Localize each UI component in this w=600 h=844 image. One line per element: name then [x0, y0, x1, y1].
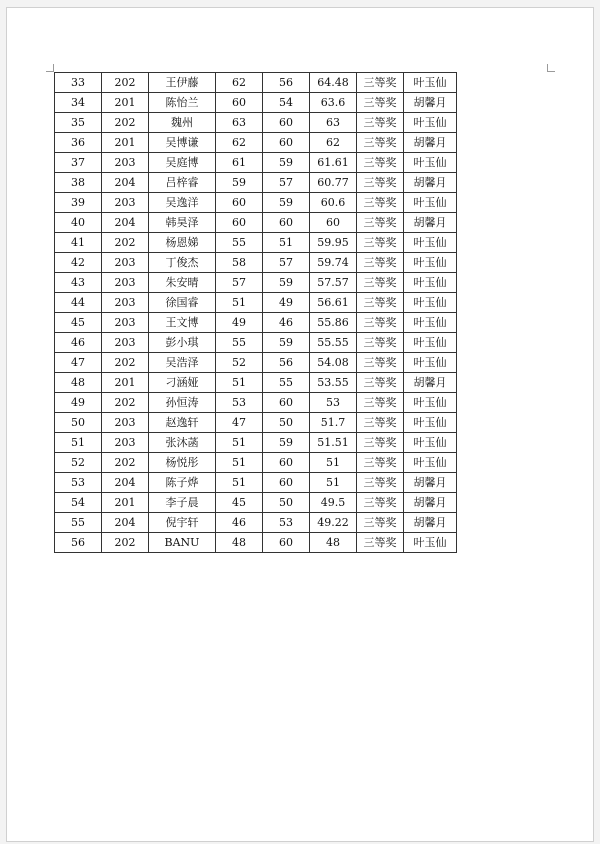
cell-score-1: 59: [216, 173, 263, 193]
cell-class: 202: [102, 393, 149, 413]
cell-number: 35: [55, 113, 102, 133]
cell-name: 吕梓睿: [149, 173, 216, 193]
cell-class: 204: [102, 473, 149, 493]
cell-award: 三等奖: [357, 273, 404, 293]
cell-total: 49.5: [310, 493, 357, 513]
table-row: [55, 213, 457, 233]
cell-class: 201: [102, 373, 149, 393]
cell-class: 203: [102, 313, 149, 333]
cell-teacher: 叶玉仙: [404, 333, 457, 353]
cell-score-1: 49: [216, 313, 263, 333]
cell-number: 44: [55, 293, 102, 313]
cell-score-2: 59: [263, 433, 310, 453]
table-row: [55, 233, 457, 253]
cell-score-1: 60: [216, 213, 263, 233]
cell-class: 203: [102, 413, 149, 433]
cell-total: 61.61: [310, 153, 357, 173]
cell-class: 204: [102, 513, 149, 533]
cell-total: 53: [310, 393, 357, 413]
cell-award: 三等奖: [357, 393, 404, 413]
cell-score-1: 53: [216, 393, 263, 413]
cell-class: 203: [102, 293, 149, 313]
cell-score-1: 63: [216, 113, 263, 133]
cell-score-1: 51: [216, 433, 263, 453]
cell-name: 陈怡兰: [149, 93, 216, 113]
cell-score-2: 60: [263, 213, 310, 233]
cell-name: 张沐菡: [149, 433, 216, 453]
cell-total: 51.7: [310, 413, 357, 433]
cell-total: 64.48: [310, 73, 357, 93]
cell-number: 40: [55, 213, 102, 233]
cell-total: 55.55: [310, 333, 357, 353]
cell-name: 吴浩泽: [149, 353, 216, 373]
cell-score-1: 60: [216, 193, 263, 213]
cell-score-1: 45: [216, 493, 263, 513]
table-row: [55, 133, 457, 153]
cell-teacher: 叶玉仙: [404, 253, 457, 273]
table-row: [55, 193, 457, 213]
cell-number: 50: [55, 413, 102, 433]
cell-award: 三等奖: [357, 333, 404, 353]
cell-number: 38: [55, 173, 102, 193]
cell-class: 202: [102, 233, 149, 253]
cell-total: 51.51: [310, 433, 357, 453]
crop-mark-top-left: [46, 64, 54, 72]
cell-name: 陈子烨: [149, 473, 216, 493]
cell-score-2: 55: [263, 373, 310, 393]
cell-award: 三等奖: [357, 373, 404, 393]
cell-score-2: 59: [263, 273, 310, 293]
results-table: [54, 72, 457, 553]
cell-total: 63: [310, 113, 357, 133]
cell-score-1: 46: [216, 513, 263, 533]
cell-total: 53.55: [310, 373, 357, 393]
cell-score-2: 50: [263, 493, 310, 513]
cell-score-2: 60: [263, 453, 310, 473]
cell-teacher: 胡馨月: [404, 373, 457, 393]
cell-teacher: 胡馨月: [404, 93, 457, 113]
cell-teacher: 叶玉仙: [404, 313, 457, 333]
cell-name: 吴博谦: [149, 133, 216, 153]
cell-teacher: 胡馨月: [404, 133, 457, 153]
table-row: [55, 73, 457, 93]
cell-award: 三等奖: [357, 113, 404, 133]
cell-award: 三等奖: [357, 293, 404, 313]
cell-teacher: 叶玉仙: [404, 533, 457, 553]
cell-total: 60.77: [310, 173, 357, 193]
cell-number: 52: [55, 453, 102, 473]
cell-award: 三等奖: [357, 353, 404, 373]
table-row: [55, 333, 457, 353]
cell-teacher: 叶玉仙: [404, 73, 457, 93]
results-table-body: [55, 73, 457, 553]
cell-teacher: 胡馨月: [404, 173, 457, 193]
cell-number: 36: [55, 133, 102, 153]
cell-class: 203: [102, 433, 149, 453]
cell-class: 203: [102, 193, 149, 213]
cell-teacher: 胡馨月: [404, 513, 457, 533]
table-row: [55, 513, 457, 533]
table-row: [55, 93, 457, 113]
cell-number: 54: [55, 493, 102, 513]
cell-score-1: 62: [216, 73, 263, 93]
cell-class: 203: [102, 253, 149, 273]
cell-teacher: 胡馨月: [404, 473, 457, 493]
cell-name: 魏州: [149, 113, 216, 133]
cell-number: 53: [55, 473, 102, 493]
cell-score-2: 53: [263, 513, 310, 533]
cell-score-1: 57: [216, 273, 263, 293]
cell-total: 59.95: [310, 233, 357, 253]
cell-award: 三等奖: [357, 73, 404, 93]
cell-name: 孙恒涛: [149, 393, 216, 413]
table-row: [55, 293, 457, 313]
cell-number: 51: [55, 433, 102, 453]
cell-award: 三等奖: [357, 513, 404, 533]
cell-number: 49: [55, 393, 102, 413]
cell-award: 三等奖: [357, 253, 404, 273]
cell-award: 三等奖: [357, 153, 404, 173]
cell-number: 42: [55, 253, 102, 273]
cell-class: 202: [102, 113, 149, 133]
cell-award: 三等奖: [357, 473, 404, 493]
cell-teacher: 叶玉仙: [404, 153, 457, 173]
cell-total: 48: [310, 533, 357, 553]
cell-teacher: 叶玉仙: [404, 113, 457, 133]
cell-score-1: 52: [216, 353, 263, 373]
cell-name: 丁俊杰: [149, 253, 216, 273]
cell-award: 三等奖: [357, 173, 404, 193]
table-row: [55, 473, 457, 493]
table-row: [55, 393, 457, 413]
cell-score-2: 60: [263, 533, 310, 553]
cell-award: 三等奖: [357, 493, 404, 513]
cell-score-1: 51: [216, 473, 263, 493]
cell-number: 41: [55, 233, 102, 253]
cell-name: 杨悦彤: [149, 453, 216, 473]
cell-number: 34: [55, 93, 102, 113]
table-row: [55, 493, 457, 513]
cell-class: 201: [102, 493, 149, 513]
cell-total: 55.86: [310, 313, 357, 333]
cell-class: 202: [102, 533, 149, 553]
cell-number: 46: [55, 333, 102, 353]
table-row: [55, 113, 457, 133]
cell-score-2: 54: [263, 93, 310, 113]
cell-score-1: 60: [216, 93, 263, 113]
cell-score-2: 56: [263, 353, 310, 373]
cell-class: 201: [102, 133, 149, 153]
cell-name: 彭小琪: [149, 333, 216, 353]
cell-score-2: 56: [263, 73, 310, 93]
cell-score-2: 60: [263, 113, 310, 133]
cell-name: 韩昊泽: [149, 213, 216, 233]
cell-teacher: 叶玉仙: [404, 353, 457, 373]
cell-name: 倪宇轩: [149, 513, 216, 533]
crop-mark-top-right: [547, 64, 555, 72]
cell-award: 三等奖: [357, 433, 404, 453]
table-row: [55, 153, 457, 173]
cell-name: BANU: [149, 533, 216, 553]
cell-class: 203: [102, 153, 149, 173]
cell-name: 杨恩娣: [149, 233, 216, 253]
cell-teacher: 叶玉仙: [404, 433, 457, 453]
table-row: [55, 433, 457, 453]
cell-score-2: 59: [263, 153, 310, 173]
cell-score-2: 49: [263, 293, 310, 313]
cell-total: 51: [310, 453, 357, 473]
table-row: [55, 453, 457, 473]
cell-class: 203: [102, 273, 149, 293]
cell-award: 三等奖: [357, 93, 404, 113]
cell-award: 三等奖: [357, 413, 404, 433]
cell-name: 徐国睿: [149, 293, 216, 313]
cell-teacher: 叶玉仙: [404, 193, 457, 213]
cell-name: 王文博: [149, 313, 216, 333]
cell-name: 刁涵娅: [149, 373, 216, 393]
cell-class: 202: [102, 73, 149, 93]
cell-teacher: 叶玉仙: [404, 393, 457, 413]
cell-teacher: 叶玉仙: [404, 233, 457, 253]
table-row: [55, 373, 457, 393]
cell-teacher: 叶玉仙: [404, 273, 457, 293]
cell-award: 三等奖: [357, 193, 404, 213]
cell-total: 56.61: [310, 293, 357, 313]
cell-score-1: 48: [216, 533, 263, 553]
table-row: [55, 253, 457, 273]
cell-score-1: 47: [216, 413, 263, 433]
cell-teacher: 叶玉仙: [404, 453, 457, 473]
cell-name: 赵逸轩: [149, 413, 216, 433]
cell-class: 202: [102, 453, 149, 473]
cell-total: 49.22: [310, 513, 357, 533]
cell-score-2: 46: [263, 313, 310, 333]
cell-award: 三等奖: [357, 133, 404, 153]
table-row: [55, 533, 457, 553]
cell-score-1: 62: [216, 133, 263, 153]
cell-total: 54.08: [310, 353, 357, 373]
table-row: [55, 313, 457, 333]
cell-number: 39: [55, 193, 102, 213]
table-row: [55, 413, 457, 433]
cell-total: 60.6: [310, 193, 357, 213]
cell-score-1: 58: [216, 253, 263, 273]
cell-name: 吴逸洋: [149, 193, 216, 213]
cell-number: 47: [55, 353, 102, 373]
cell-teacher: 胡馨月: [404, 493, 457, 513]
cell-total: 51: [310, 473, 357, 493]
cell-award: 三等奖: [357, 233, 404, 253]
cell-award: 三等奖: [357, 213, 404, 233]
cell-number: 37: [55, 153, 102, 173]
cell-score-2: 57: [263, 173, 310, 193]
table-row: [55, 353, 457, 373]
cell-total: 62: [310, 133, 357, 153]
cell-teacher: 叶玉仙: [404, 413, 457, 433]
cell-score-2: 60: [263, 133, 310, 153]
cell-class: 201: [102, 93, 149, 113]
cell-total: 60: [310, 213, 357, 233]
cell-teacher: 胡馨月: [404, 213, 457, 233]
cell-score-2: 51: [263, 233, 310, 253]
cell-score-2: 59: [263, 193, 310, 213]
cell-score-1: 55: [216, 333, 263, 353]
cell-score-2: 60: [263, 393, 310, 413]
table-row: [55, 273, 457, 293]
cell-score-1: 51: [216, 373, 263, 393]
table-row: [55, 173, 457, 193]
cell-name: 朱安晴: [149, 273, 216, 293]
cell-number: 45: [55, 313, 102, 333]
cell-class: 204: [102, 213, 149, 233]
cell-score-2: 57: [263, 253, 310, 273]
cell-name: 王伊藤: [149, 73, 216, 93]
cell-class: 203: [102, 333, 149, 353]
cell-total: 57.57: [310, 273, 357, 293]
cell-number: 33: [55, 73, 102, 93]
cell-number: 56: [55, 533, 102, 553]
cell-score-2: 60: [263, 473, 310, 493]
cell-name: 李子晨: [149, 493, 216, 513]
cell-score-2: 50: [263, 413, 310, 433]
cell-class: 204: [102, 173, 149, 193]
cell-class: 202: [102, 353, 149, 373]
cell-number: 48: [55, 373, 102, 393]
cell-award: 三等奖: [357, 453, 404, 473]
cell-teacher: 叶玉仙: [404, 293, 457, 313]
cell-number: 43: [55, 273, 102, 293]
cell-score-1: 51: [216, 293, 263, 313]
cell-award: 三等奖: [357, 533, 404, 553]
cell-total: 59.74: [310, 253, 357, 273]
cell-award: 三等奖: [357, 313, 404, 333]
cell-number: 55: [55, 513, 102, 533]
cell-score-1: 55: [216, 233, 263, 253]
cell-score-1: 61: [216, 153, 263, 173]
cell-total: 63.6: [310, 93, 357, 113]
cell-score-2: 59: [263, 333, 310, 353]
cell-score-1: 51: [216, 453, 263, 473]
cell-name: 吴庭博: [149, 153, 216, 173]
